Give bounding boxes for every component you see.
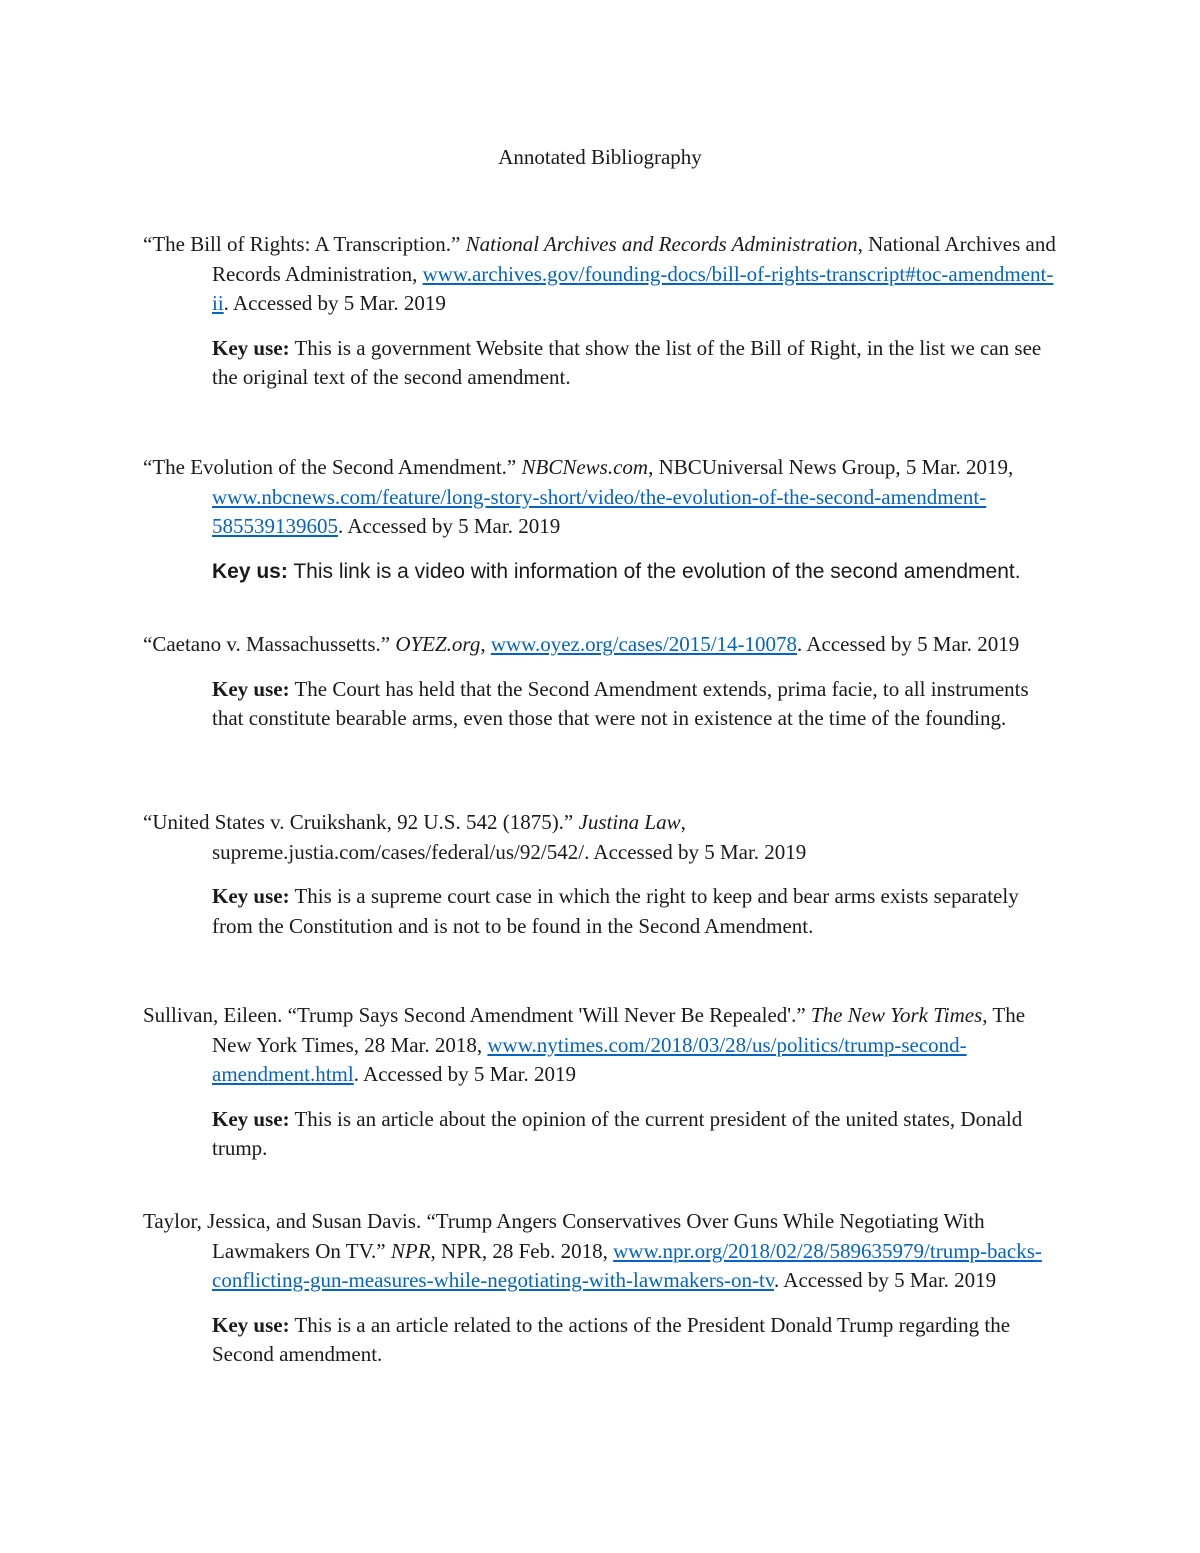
citation-source: OYEZ.org	[395, 632, 481, 656]
document-title: Annotated Bibliography	[498, 145, 702, 169]
citation-after-source: , supreme.justia.com/cases/federal/us/92/542/. Accessed by 5 Mar. 2019	[212, 810, 807, 864]
key-use-note	[212, 334, 1058, 393]
citation	[143, 1207, 1058, 1296]
citation-lead: “The Evolution of the Second Amendment.”	[143, 455, 522, 479]
citation-tail: . Accessed by 5 Mar. 2019	[797, 632, 1020, 656]
key-use-text: This link is a video with information of the evolution of the second amendment.	[287, 559, 1021, 583]
citation-lead: Sullivan, Eileen. “Trump Says Second Amendment 'Will Never Be Repealed'.”	[143, 1003, 811, 1027]
key-use-note	[212, 675, 1058, 734]
key-use-text: The Court has held that the Second Amendment extends, prima facie, to all instruments that constitute bearable arms, even those that were not in existence at the time of the founding.	[212, 676, 1029, 730]
citation-link[interactable]: www.oyez.org/cases/2015/14-10078	[490, 632, 798, 656]
key-use-text: This is a an article related to the actions of the President Donald Trump regarding the Second amendment.	[212, 1312, 1011, 1366]
citation-source: The New York Times	[810, 1003, 983, 1027]
key-use-label: Key use:	[212, 1312, 290, 1337]
citation	[143, 630, 1058, 660]
citation-after-source: , NPR, 28 Feb. 2018,	[430, 1238, 614, 1263]
key-use-note	[212, 1311, 1058, 1370]
key-use-label: Key us:	[212, 559, 288, 583]
citation-lead: “United States v. Cruikshank, 92 U.S. 542 (1875).”	[143, 810, 579, 834]
citation-after-source: ,	[480, 632, 491, 656]
citation-tail: . Accessed by 5 Mar. 2019	[773, 1268, 997, 1292]
bibliography-entry	[143, 230, 1058, 393]
bibliography-entry	[143, 808, 1058, 941]
citation-link[interactable]: www.archives.gov/founding-docs/bill-of-rights-transcript#toc-amendment-ii	[212, 261, 1054, 315]
citation-tail: . Accessed by 5 Mar. 2019	[353, 1062, 576, 1086]
key-use-label: Key use:	[212, 884, 290, 908]
citation-after-source: , NBCUniversal News Group, 5 Mar. 2019,	[648, 455, 1014, 479]
citation-source: Justina Law	[578, 810, 681, 834]
key-use-note	[212, 557, 1058, 587]
citation-source: National Archives and Records Administration	[465, 232, 858, 256]
citation	[143, 808, 1058, 867]
key-use-label: Key use:	[212, 676, 290, 701]
bibliography-entry	[143, 453, 1058, 586]
bibliography-entry	[143, 1207, 1058, 1370]
citation	[143, 1001, 1058, 1090]
key-use-text: This is a supreme court case in which the right to keep and bear arms exists separately from the Constitution and is not to be found in the Second Amendment.	[212, 884, 1019, 938]
citation-tail: . Accessed by 5 Mar. 2019	[223, 291, 446, 315]
citation-lead: Taylor, Jessica, and Susan Davis. “Trump Angers Conservatives Over Guns While Negotiating With Lawmakers On TV.”	[143, 1209, 985, 1263]
citation-link[interactable]: www.nytimes.com/2018/03/28/us/politics/trump-second-amendment.html	[212, 1032, 967, 1086]
citation-source: NPR	[390, 1238, 431, 1263]
citation-link[interactable]: www.nbcnews.com/feature/long-story-short/video/the-evolution-of-the-second-amendment-585539139605	[212, 484, 987, 538]
citation-link[interactable]: www.npr.org/2018/02/28/589635979/trump-backs-conflicting-gun-measures-while-negotiating-with-lawmakers-on-tv	[212, 1238, 1042, 1292]
citation-tail: . Accessed by 5 Mar. 2019	[338, 514, 561, 538]
citation	[143, 230, 1058, 319]
key-use-text: This is a government Website that show the list of the Bill of Right, in the list we can see the original text of the second amendment.	[212, 335, 1042, 389]
key-use-text: This is an article about the opinion of the current president of the united states, Donald trump.	[212, 1106, 1023, 1160]
key-use-label: Key use:	[212, 335, 290, 360]
key-use-label: Key use:	[212, 1106, 290, 1131]
bibliography-entry	[143, 1001, 1058, 1164]
citation-lead: “Caetano v. Massachussetts.”	[143, 632, 396, 656]
citation-source: NBCNews.com	[521, 455, 649, 479]
citation-after-source: , The New York Times, 28 Mar. 2018,	[212, 1003, 1026, 1057]
key-use-note	[212, 1105, 1058, 1164]
bibliography-entry	[143, 630, 1058, 734]
citation	[143, 453, 1058, 542]
citation-lead: “The Bill of Rights: A Transcription.”	[143, 232, 466, 256]
key-use-note	[212, 882, 1058, 941]
citation-after-source: , National Archives and Records Administration,	[212, 232, 1056, 286]
